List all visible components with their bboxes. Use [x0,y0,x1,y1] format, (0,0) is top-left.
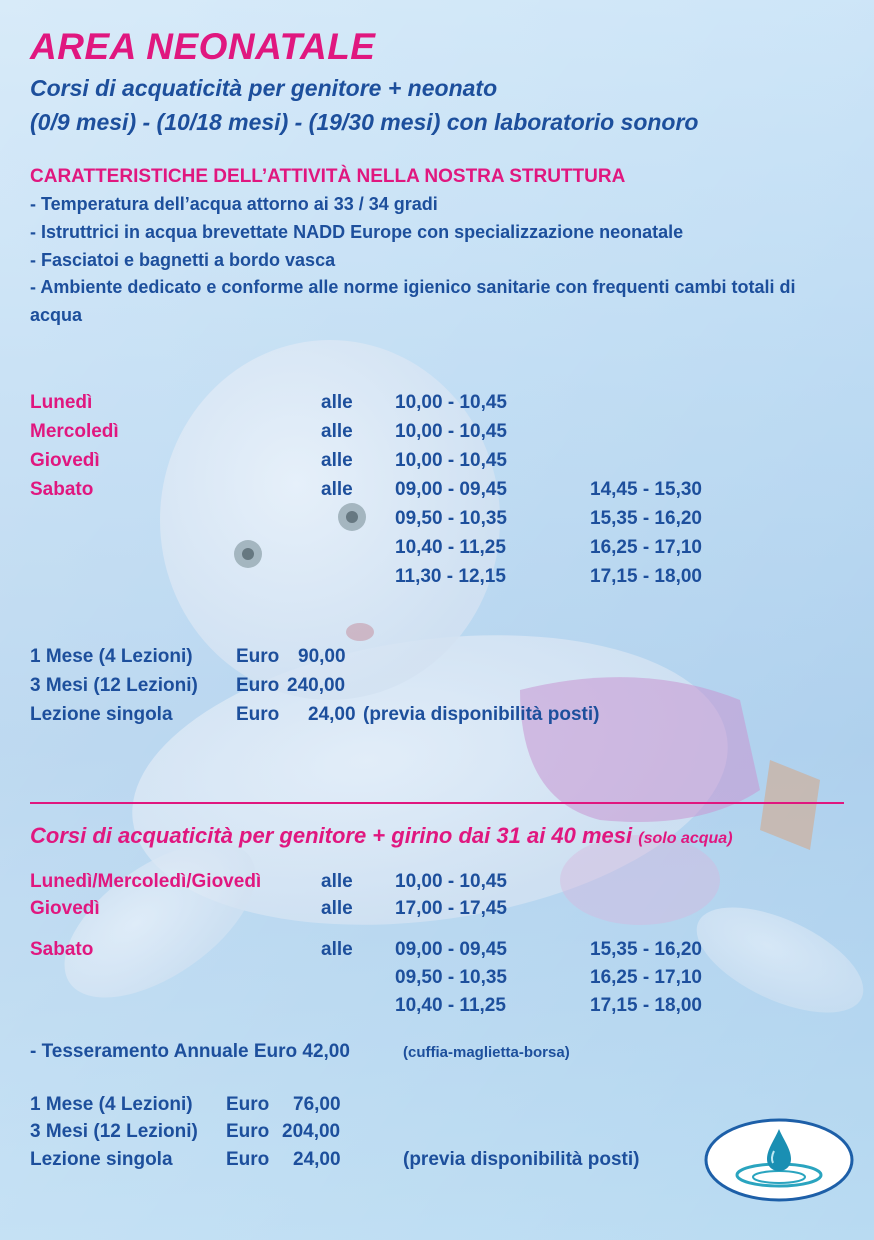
schedule-time-pm: 15,35 - 16,20 [590,508,702,529]
feature-item: - Fasciatoi e bagnetti a bordo vasca [30,250,336,270]
price-amount: 24,00 [293,1149,341,1170]
section2-title-text: Corsi di acquaticità per genitore + girino dai 31 ai 40 mesi [30,823,633,848]
price-amount: 24,00 [308,704,356,725]
price-label: 1 Mese (4 Lezioni) [30,646,193,667]
schedule-time: 09,50 - 10,35 [395,967,507,988]
features-heading: CARATTERISTICHE DELL’ATTIVITÀ NELLA NOSTRA STRUTTURA [30,166,626,187]
schedule-time: 10,00 - 10,45 [395,450,507,471]
feature-item: - Istruttrici in acqua brevettate NADD Europe con specializzazione neonatale [30,222,684,242]
schedule-time-pm: 15,35 - 16,20 [590,939,702,960]
section2-title-note: (solo acqua) [638,830,733,847]
price-label: Lezione singola [30,1149,173,1170]
feature-item: - Temperatura dell’acqua attorno ai 33 / 34 gradi [30,194,438,214]
schedule-day: Sabato [30,939,94,960]
schedule-time-pm: 17,15 - 18,00 [590,566,702,587]
schedule-day: Lunedì [30,392,93,413]
schedule-time-pm: 14,45 - 15,30 [590,479,702,500]
membership-text: - Tesseramento Annuale Euro 42,00 [30,1041,350,1062]
schedule-time-pm: 16,25 - 17,10 [590,967,702,988]
schedule-alle: alle [321,871,353,892]
schedule-time: 09,00 - 09,45 [395,479,507,500]
price-currency: Euro [226,1149,270,1170]
price-amount: 90,00 [298,646,346,667]
subtitle-line1: Corsi di acquaticità per genitore + neonato [30,75,498,101]
price-note: (previa disponibilità posti) [363,704,600,725]
section-divider [30,802,844,804]
subtitle-line2: (0/9 mesi) - (10/18 mesi) - (19/30 mesi) con laboratorio sonoro [30,109,699,135]
water-drop-logo-icon [703,1117,855,1203]
price-label: Lezione singola [30,704,173,725]
membership-note: (cuffia-maglietta-borsa) [403,1044,570,1061]
price-label: 3 Mesi (12 Lezioni) [30,1121,198,1142]
price-label: 1 Mese (4 Lezioni) [30,1094,193,1115]
schedule-alle: alle [321,392,353,413]
schedule-alle: alle [321,479,353,500]
price-note: (previa disponibilità posti) [403,1149,640,1170]
schedule-day: Giovedì [30,450,100,471]
schedule-time: 10,00 - 10,45 [395,392,507,413]
schedule-alle: alle [321,898,353,919]
price-currency: Euro [236,704,280,725]
schedule-day: Mercoledì [30,421,119,442]
schedule-time-pm: 16,25 - 17,10 [590,537,702,558]
schedule-time: 10,40 - 11,25 [395,537,506,558]
price-amount: 240,00 [287,675,346,696]
schedule-time: 09,50 - 10,35 [395,508,507,529]
schedule-day: Sabato [30,479,94,500]
price-currency: Euro [236,646,280,667]
schedule-time: 09,00 - 09,45 [395,939,507,960]
schedule-day: Lunedì/Mercoledì/Giovedì [30,871,262,892]
page-title: AREA NEONATALE [30,26,376,67]
feature-item: - Ambiente dedicato e conforme alle norme igienico sanitarie con frequenti cambi totali di [30,277,796,297]
schedule-time: 10,00 - 10,45 [395,421,507,442]
schedule-time-pm: 17,15 - 18,00 [590,995,702,1016]
schedule-time: 10,40 - 11,25 [395,995,506,1016]
schedule-alle: alle [321,450,353,471]
schedule-alle: alle [321,421,353,442]
price-amount: 204,00 [282,1121,341,1142]
schedule-time: 10,00 - 10,45 [395,871,507,892]
price-currency: Euro [226,1094,270,1115]
price-currency: Euro [236,675,280,696]
price-label: 3 Mesi (12 Lezioni) [30,675,198,696]
schedule-time: 17,00 - 17,45 [395,898,507,919]
feature-item: acqua [30,305,83,325]
schedule-day: Giovedì [30,898,100,919]
schedule-time: 11,30 - 12,15 [395,566,506,587]
price-currency: Euro [226,1121,270,1142]
schedule-alle: alle [321,939,353,960]
price-amount: 76,00 [293,1094,341,1115]
section2-title [30,823,733,849]
